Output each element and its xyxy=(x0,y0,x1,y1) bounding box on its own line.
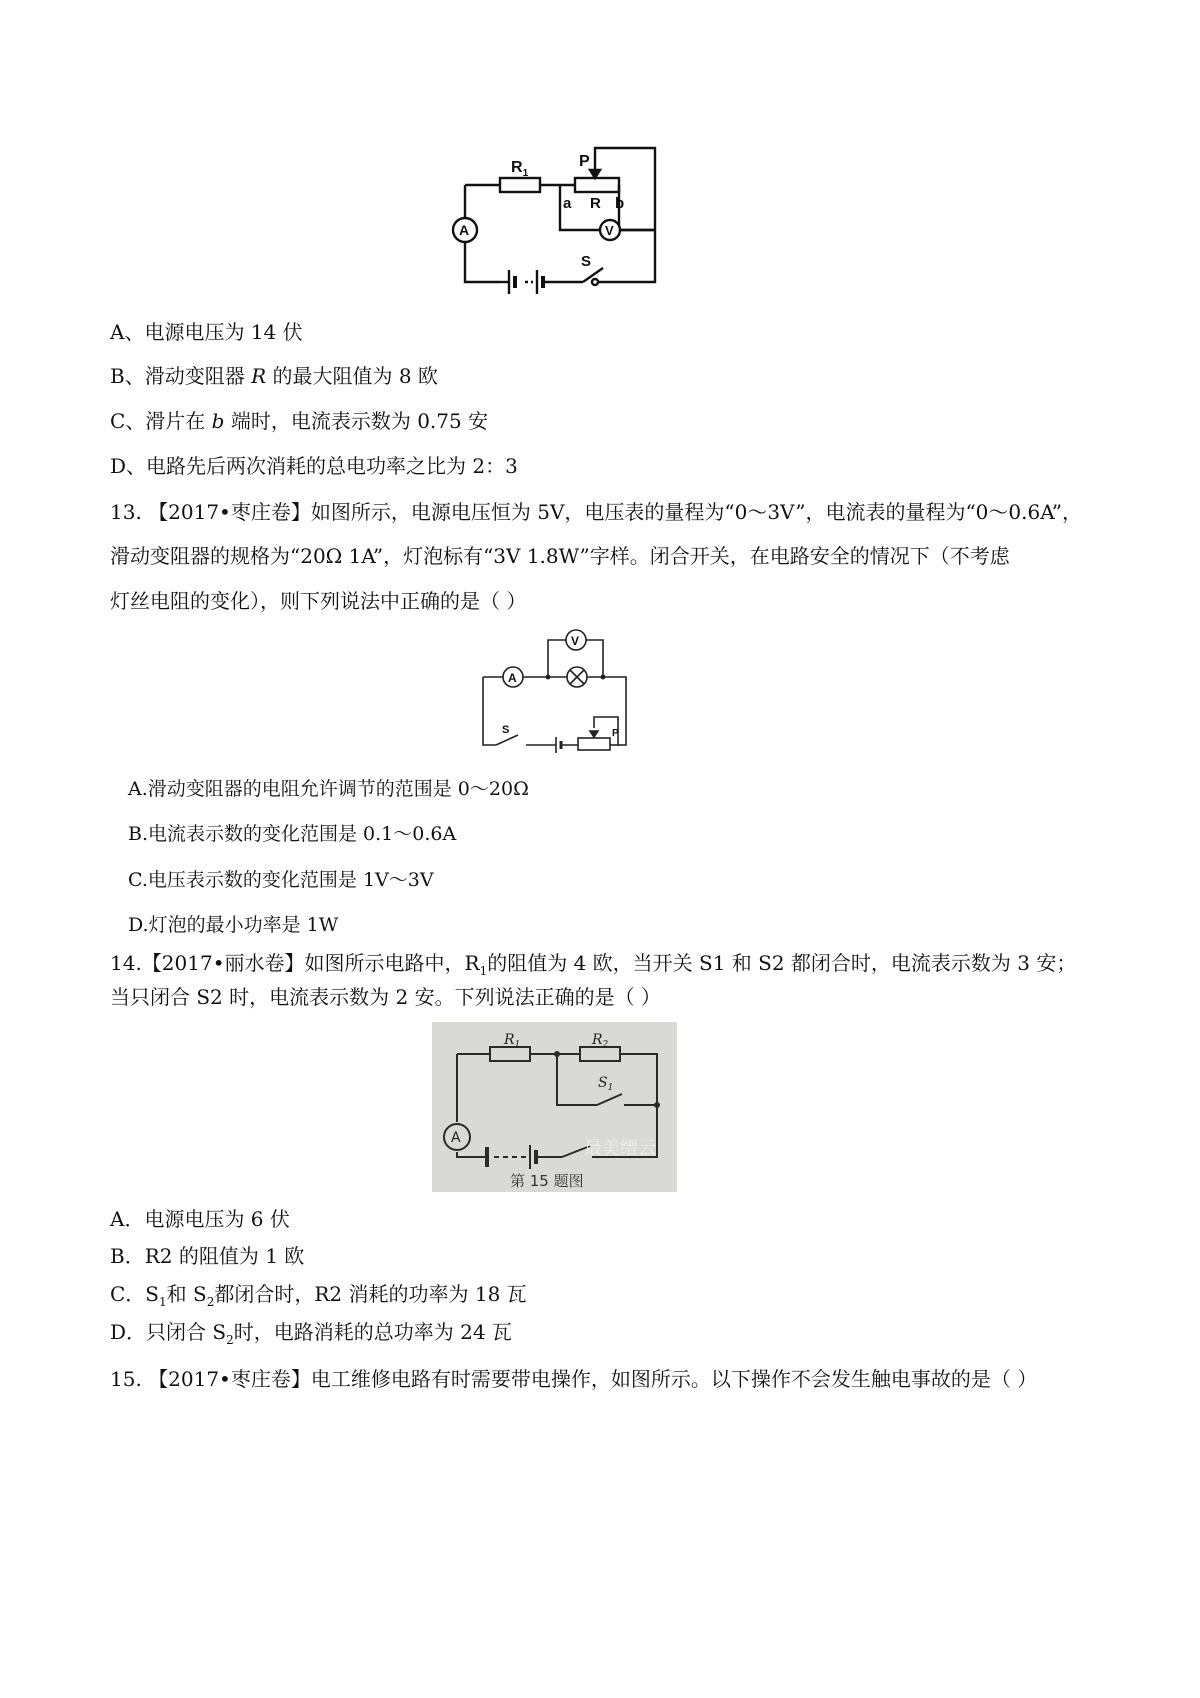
q12-option-d: D、电路先后两次消耗的总电功率之比为 2：3 xyxy=(110,454,518,478)
q13-stem-line2: 滑动变阻器的规格为“20Ω 1A”，灯泡标有“3V 1.8W”字样。闭合开关，在电路安全的情况下（不考虑 xyxy=(110,544,1010,568)
q14-option-b: B．R2 的阻值为 1 欧 xyxy=(110,1244,305,1268)
voltmeter-label: V xyxy=(571,634,580,648)
q13-option-d: D.灯泡的最小功率是 1W xyxy=(128,914,339,936)
r1-label: $R_1$ xyxy=(504,1032,521,1050)
end-b-label: b xyxy=(615,195,625,212)
ammeter-label: A xyxy=(508,671,517,685)
circuit-diagram-3 xyxy=(432,1022,677,1192)
voltmeter-label: V xyxy=(605,223,614,238)
s1-label: $S_1$ xyxy=(598,1075,614,1093)
ammeter-label: A xyxy=(451,1130,461,1146)
q14-option-d: D．只闭合 $S_2$时，电路消耗的总功率为 24 瓦 xyxy=(110,1320,512,1347)
q13-option-c: C.电压表示数的变化范围是 1V～3V xyxy=(128,869,434,891)
q14-option-c: C．$S_1$和 $S_2$都闭合时，R2 消耗的功率为 18 瓦 xyxy=(110,1282,527,1309)
q15-stem-line1: 15. 【2017•枣庄卷】电工维修电路有时需要带电操作，如图所示。以下操作不会发生触电事故的是（ ） xyxy=(110,1367,1038,1391)
q13-option-a: A.滑动变阻器的电阻允许调节的范围是 0～20Ω xyxy=(128,778,529,800)
slider-p-label: P xyxy=(612,728,619,739)
circuit-figure-3 xyxy=(432,1022,677,1192)
switch-label: S xyxy=(581,253,592,270)
switch-label: S xyxy=(502,724,510,736)
q14-option-a: A．电源电压为 6 伏 xyxy=(110,1207,290,1231)
ammeter-label: A xyxy=(459,222,470,238)
q14-stem-line2: 当只闭合 S2 时，电流表示数为 2 安。下列说法正确的是（ ） xyxy=(110,985,661,1009)
watermark: 最美缙云 xyxy=(584,1138,656,1159)
slider-p-label: P xyxy=(579,153,590,170)
q13-stem-line3: 灯丝电阻的变化），则下列说法中正确的是（ ） xyxy=(110,589,527,613)
rheostat-r-label: R xyxy=(590,195,601,212)
end-a-label: a xyxy=(563,195,572,212)
q12-option-c: C、滑片在 b 端时，电流表示数为 0.75 安 xyxy=(110,409,489,433)
circuit-figure-2 xyxy=(478,625,628,760)
r1-label: $R_1$ xyxy=(511,159,529,179)
circuit-figure-1 xyxy=(445,140,665,300)
r2-label: $R_2$ xyxy=(592,1032,609,1050)
q12-option-a: A、电源电压为 14 伏 xyxy=(110,320,303,344)
figure-caption: 第 15 题图 xyxy=(510,1172,584,1190)
q14-stem-line1: 14.【2017•丽水卷】如图所示电路中，$R_1$的阻值为 4 欧，当开关 S1 和 S2 都闭合时，电流表示数为 3 安； xyxy=(110,951,1077,978)
circuit-diagram-2 xyxy=(478,625,628,760)
q13-option-b: B.电流表示数的变化范围是 0.1～0.6A xyxy=(128,823,457,845)
q13-stem-line1: 13. 【2017•枣庄卷】如图所示，电源电压恒为 5V，电压表的量程为“0～3V”，电流表的量程为“0～0.6A”， xyxy=(110,500,1082,524)
q12-option-b: B、滑动变阻器 R 的最大阻值为 8 欧 xyxy=(110,364,438,388)
circuit-diagram-1 xyxy=(445,140,665,300)
